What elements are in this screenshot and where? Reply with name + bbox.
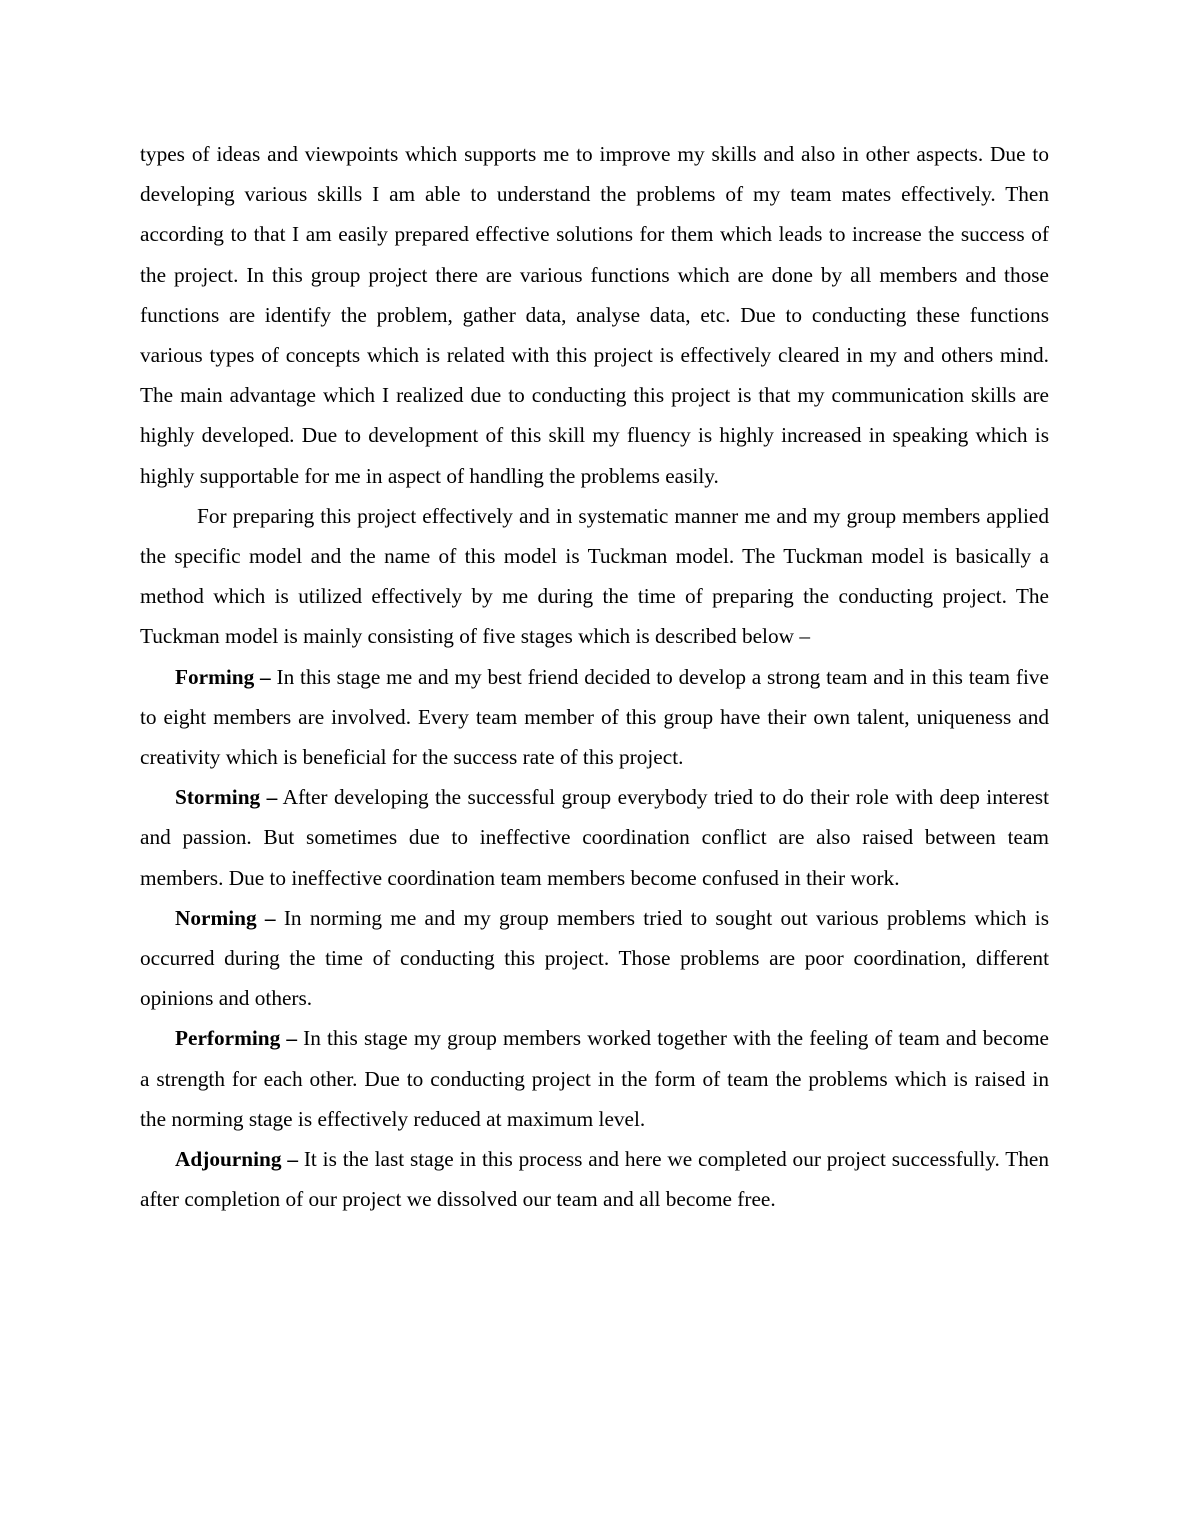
body-paragraph: types of ideas and viewpoints which supports me to improve my skills and also in other aspects. Due to developing various skills I am able to understand the problems of my team mates effectively. Then according to that I am easily prepared effective solutions for them which leads to increase the success of the project. In this group project there are various functions which are done by all members and those functions are identify the problem, gather data, analyse data, etc. Due to conducting these functions various types of concepts which is related with this project is effectively cleared in my and others mind. The main advantage which I realized due to conducting this project is that my communication skills are highly developed. Due to development of this skill my fluency is highly increased in speaking which is highly supportable for me in aspect of handling the problems easily. — [140, 142, 1049, 488]
stage-description: After developing the successful group everybody tried to do their role with deep interest and passion. But sometimes due to ineffective coordination conflict are also raised between team members. Due to ineffective coordination team members become confused in their work. — [140, 785, 1049, 890]
stage-description: It is the last stage in this process and here we completed our project successfully. Then after completion of our project we dissolved our team and all become free. — [140, 1147, 1049, 1212]
stage-term: Performing – — [175, 1026, 298, 1051]
stage-term: Adjourning – — [175, 1147, 298, 1172]
stage-description: In this stage me and my best friend decided to develop a strong team and in this team five to eight members are involved. Every team member of this group have their own talent, uniqueness and creativity which is beneficial for the success rate of this project. — [140, 664, 1049, 770]
stage-term: Forming – — [175, 664, 271, 689]
document-page — [140, 134, 1049, 1219]
stage-storming — [140, 777, 1049, 898]
stage-term: Storming – — [175, 785, 278, 810]
body-paragraph: For preparing this project effectively and in systematic manner me and my group members applied the specific model and the name of this model is Tuckman model. The Tuckman model is basically a method which is utilized effectively by me during the time of preparing the conducting project. The Tuckman model is mainly consisting of five stages which is described below – — [140, 503, 1049, 649]
stage-description: In norming me and my group members tried to sought out various problems which is occurred during the time of conducting this project. Those problems are poor coordination, different opinions and others. — [140, 905, 1049, 1011]
stage-adjourning — [140, 1139, 1049, 1219]
stage-term: Norming – — [175, 905, 276, 930]
stage-forming — [140, 657, 1049, 778]
stage-norming — [140, 898, 1049, 1019]
stage-description: In this stage my group members worked together with the feeling of team and become a strength for each other. Due to conducting project in the form of team the problems which is raised in the norming stage is effectively reduced at maximum level. — [140, 1026, 1049, 1131]
stage-performing — [140, 1018, 1049, 1139]
